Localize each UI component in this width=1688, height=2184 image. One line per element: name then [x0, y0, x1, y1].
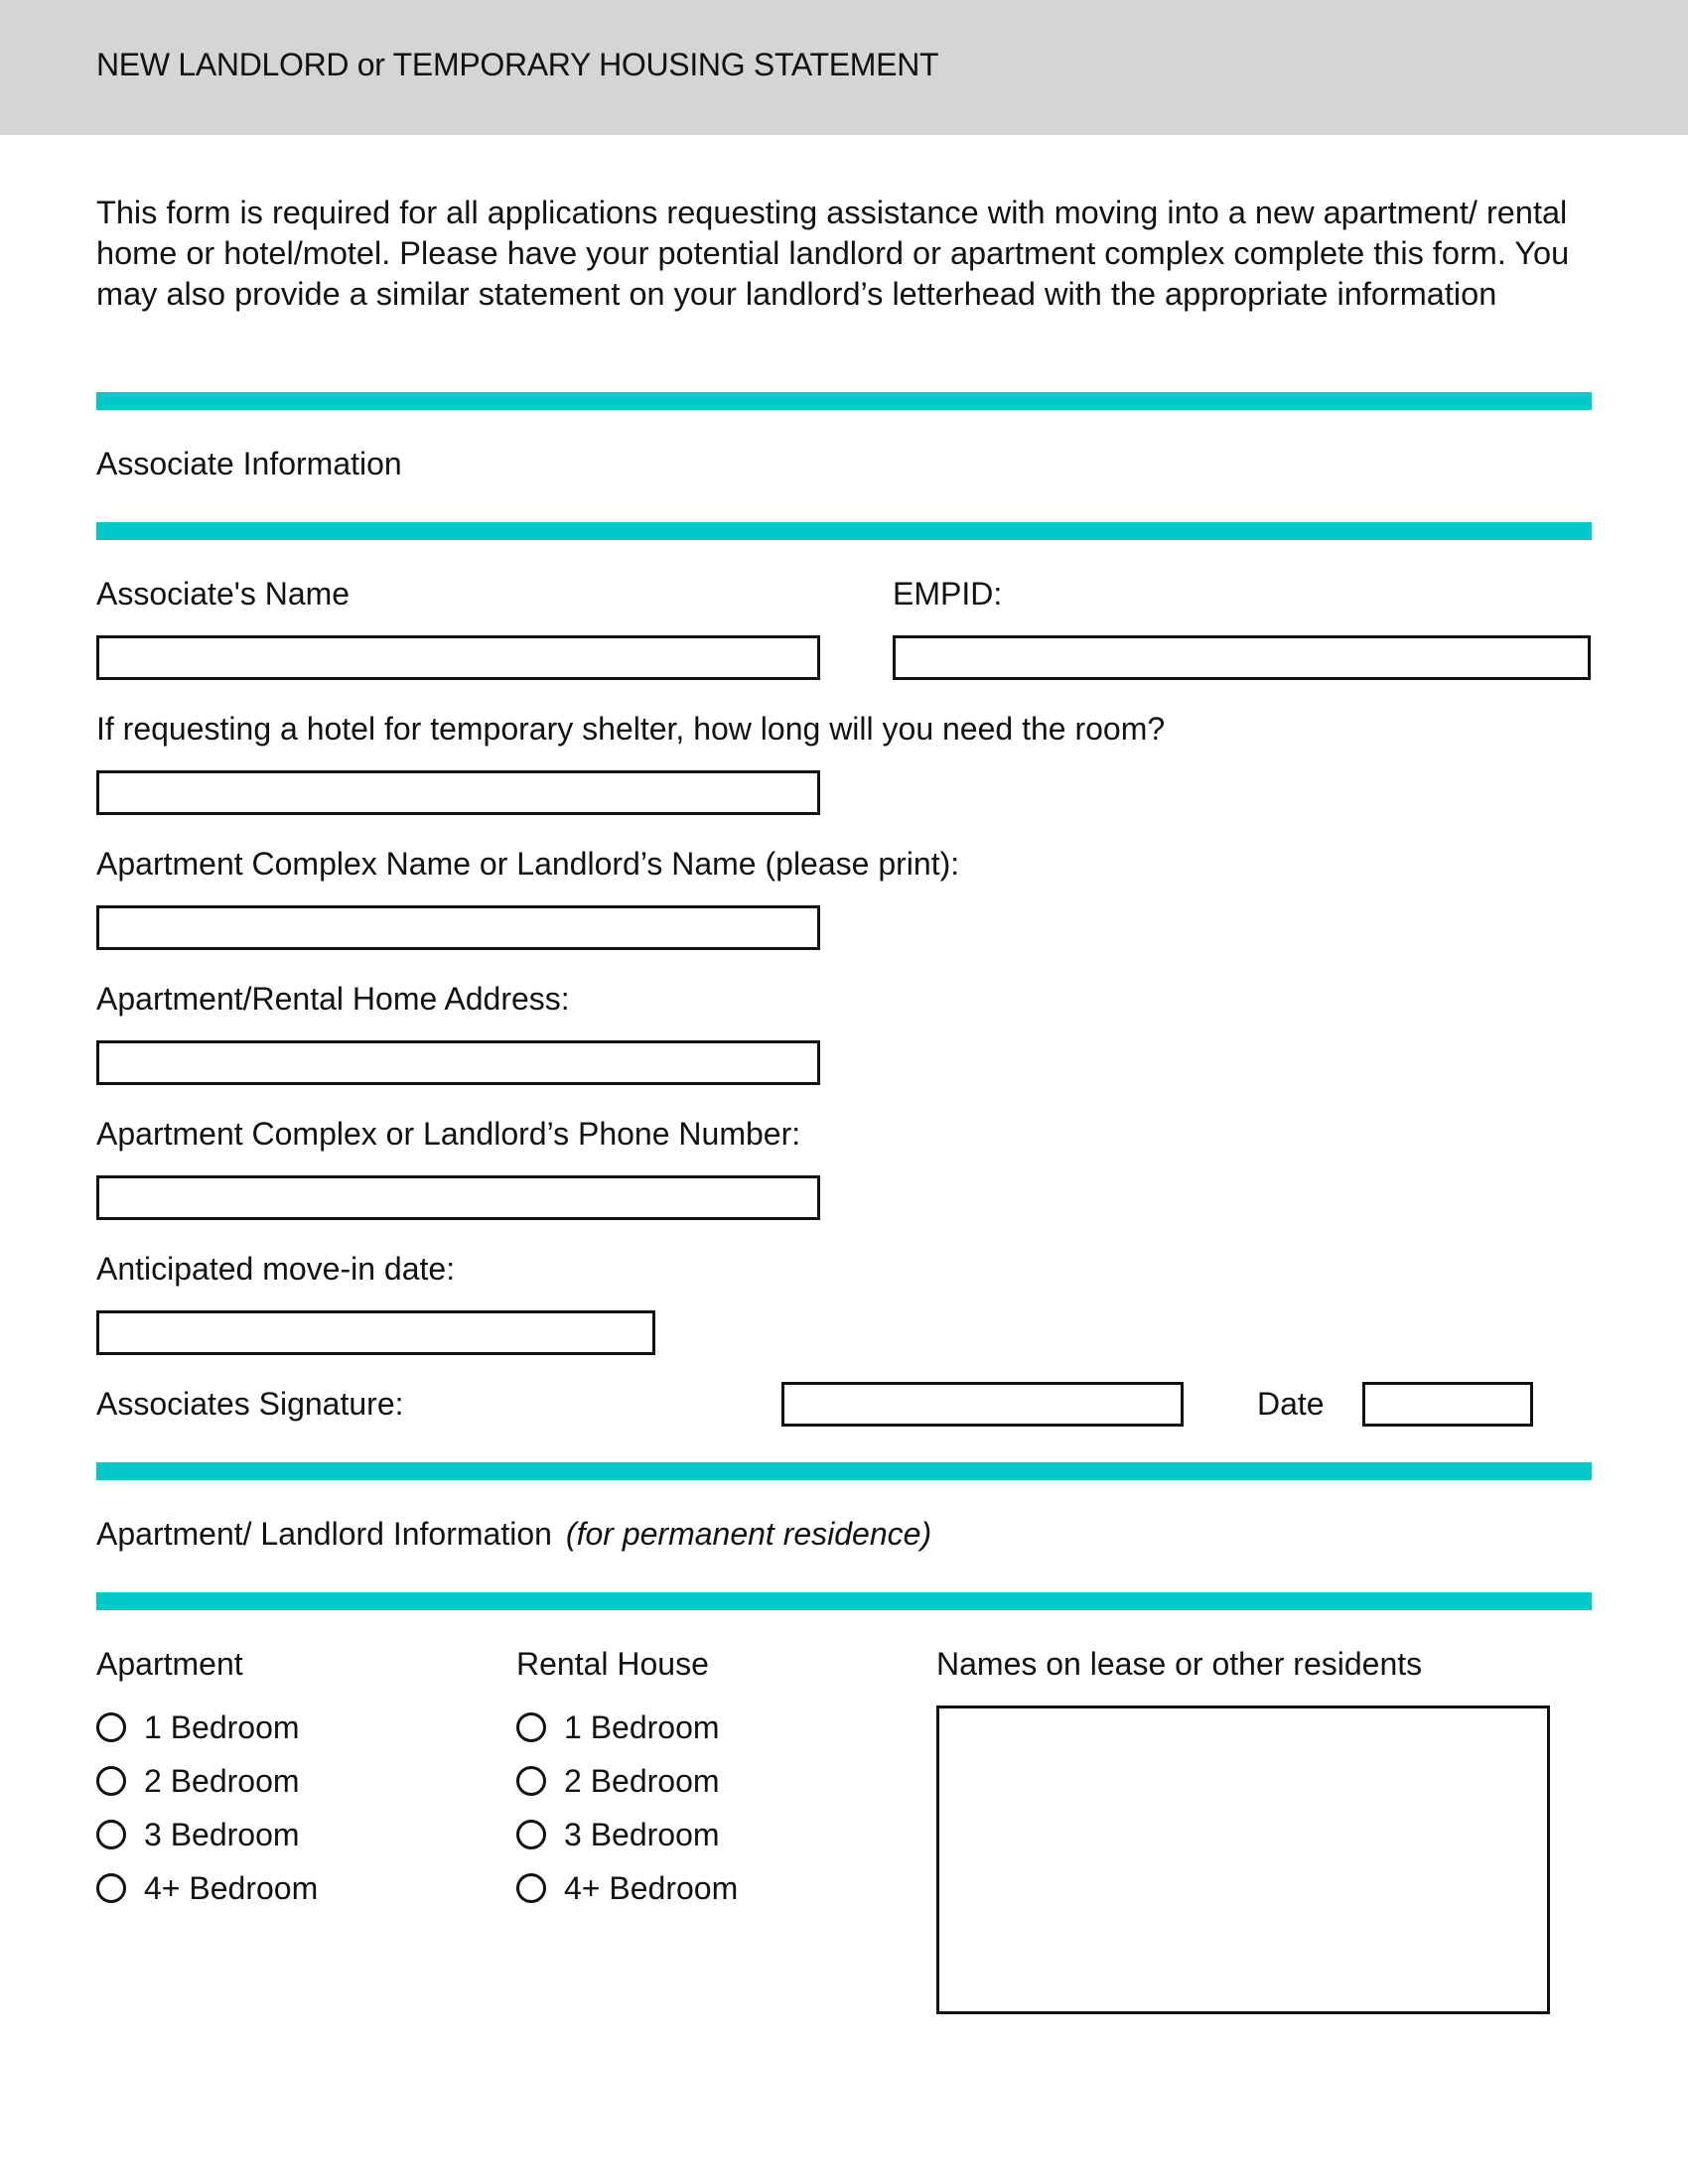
empid-label: EMPID: [893, 576, 1003, 612]
rental-house-option-2[interactable] [516, 1761, 738, 1801]
radio-button[interactable] [516, 1873, 546, 1903]
move-in-date-field[interactable] [96, 1310, 655, 1355]
phone-label: Apartment Complex or Landlord’s Phone Number: [96, 1116, 801, 1152]
associate-section-title: Associate Information [96, 446, 402, 481]
residents-label: Names on lease or other residents [936, 1646, 1423, 1682]
hotel-duration-field[interactable] [96, 770, 820, 815]
radio-label: 2 Bedroom [564, 1762, 720, 1799]
section-divider [96, 1592, 1592, 1610]
landlord-section-title [96, 1516, 931, 1553]
page-header [0, 0, 1688, 135]
landlord-name-field[interactable] [96, 905, 820, 950]
rental-house-option-3[interactable] [516, 1815, 738, 1854]
apartment-option-3[interactable] [96, 1815, 318, 1854]
address-field[interactable] [96, 1040, 820, 1085]
apartment-option-4[interactable] [96, 1868, 318, 1908]
section-divider [96, 1462, 1592, 1480]
hotel-duration-label: If requesting a hotel for temporary shelter, how long will you need the room? [96, 711, 1166, 747]
section-divider [96, 522, 1592, 540]
landlord-section-title-text: Apartment/ Landlord Information [96, 1516, 552, 1552]
residents-field[interactable] [936, 1706, 1550, 2014]
radio-label: 3 Bedroom [564, 1816, 720, 1852]
associate-name-label: Associate's Name [96, 576, 351, 612]
radio-label: 1 Bedroom [564, 1708, 720, 1745]
radio-label: 1 Bedroom [144, 1708, 300, 1745]
radio-label: 4+ Bedroom [144, 1869, 319, 1906]
date-label: Date [1257, 1386, 1325, 1422]
apartment-option-1[interactable] [96, 1707, 318, 1747]
rental-house-options [516, 1707, 738, 1908]
signature-field[interactable] [781, 1382, 1184, 1427]
radio-button[interactable] [96, 1712, 126, 1742]
intro-paragraph: This form is required for all applications requesting assistance with moving into a new apartment/ rental home or hotel/motel. Please have your potential landlord or apartment complex complete this form. You may also provide a similar statement on your landlord’s letterhead with the appropriate information [96, 195, 1570, 312]
apartment-options [96, 1707, 318, 1908]
radio-button[interactable] [516, 1766, 546, 1796]
address-label: Apartment/Rental Home Address: [96, 981, 570, 1017]
radio-label: 3 Bedroom [144, 1816, 300, 1852]
rental-house-option-1[interactable] [516, 1707, 738, 1747]
radio-button[interactable] [96, 1873, 126, 1903]
rental-house-option-4[interactable] [516, 1868, 738, 1908]
radio-button[interactable] [516, 1712, 546, 1742]
section-divider [96, 392, 1592, 410]
form-title: NEW LANDLORD or TEMPORARY HOUSING STATEMENT [96, 47, 939, 82]
radio-button[interactable] [96, 1820, 126, 1849]
associate-name-field[interactable] [96, 635, 820, 680]
apartment-heading: Apartment [96, 1646, 243, 1682]
empid-field[interactable] [893, 635, 1591, 680]
signature-label: Associates Signature: [96, 1386, 404, 1422]
move-in-date-label: Anticipated move-in date: [96, 1251, 456, 1287]
date-field[interactable] [1362, 1382, 1533, 1427]
landlord-name-label: Apartment Complex Name or Landlord’s Name (please print): [96, 846, 960, 882]
landlord-section-subtitle: (for permanent residence) [565, 1516, 932, 1552]
radio-label: 4+ Bedroom [564, 1869, 739, 1906]
radio-button[interactable] [516, 1820, 546, 1849]
radio-label: 2 Bedroom [144, 1762, 300, 1799]
phone-field[interactable] [96, 1175, 820, 1220]
rental-house-heading: Rental House [516, 1646, 709, 1682]
radio-button[interactable] [96, 1766, 126, 1796]
apartment-option-2[interactable] [96, 1761, 318, 1801]
